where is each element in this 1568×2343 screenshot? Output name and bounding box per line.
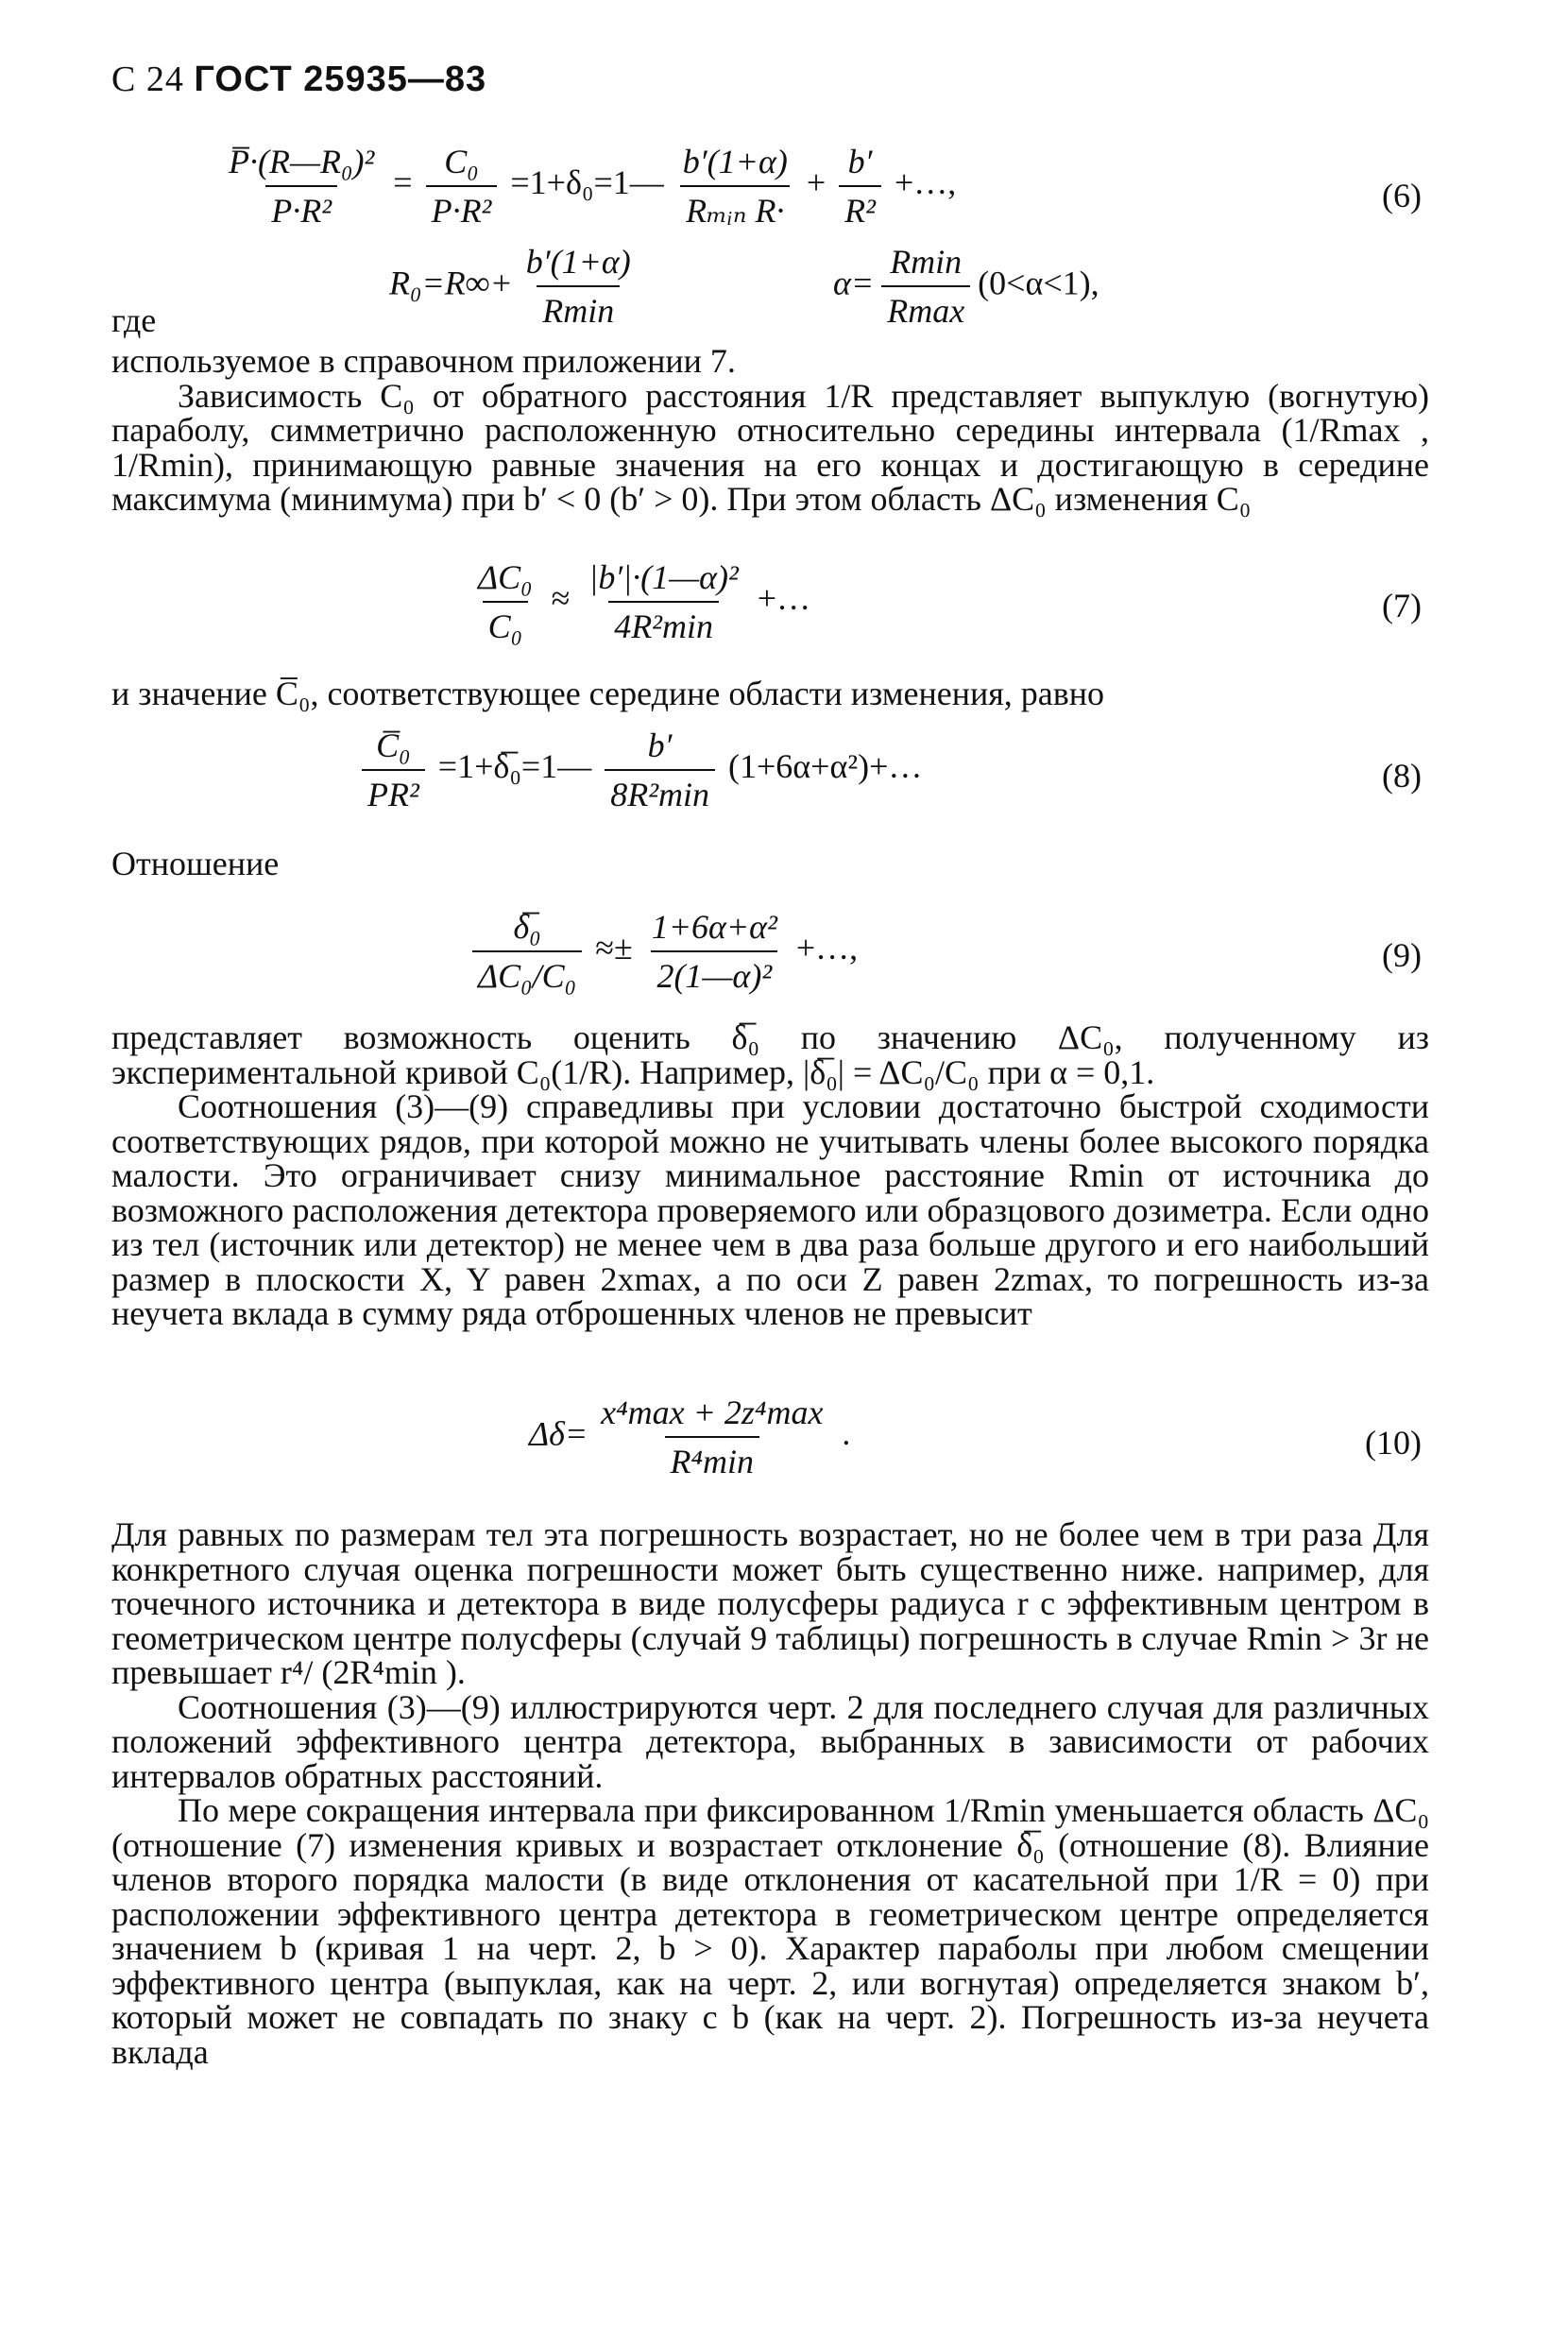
paragraph: Отношение <box>111 845 280 882</box>
paragraph: представляет возможность оценить δ̅₀ по значению ΔC₀, полученному из экспериментальной кривой C₀(1/R). Например, |δ̅₀| = ΔC₀/C₀ при α = 0,1. <box>111 1018 1429 1091</box>
eq6-term2: $\frac{b'}{\text{R²}}$ <box>839 142 881 231</box>
standard-id: ГОСТ 25935—83 <box>194 60 487 99</box>
paragraph: По мере сокращения интервала при фиксированном 1/Rmin уменьшается область ΔC₀ (отношение (7) изменения кривых и возрастает отклонение δ̅₀ (отношение (8). Влияние членов второго порядка малости (в виде отклонения от касательной при 1/R = 0) при расположении эффективного центра детектора в геометрическом центре определяется значением b (кривая 1 на черт. 2, b > 0). Характер параболы при любом смещении эффективного центра (выпуклая, как на черт. 2, или вогнутая) определяется знаком b′, который может не совпадать по знаку с b (как на черт. 2). Погрешность из-за неучета вклада <box>111 1791 1429 2071</box>
equation-10-number: (10) <box>1365 1424 1422 1462</box>
text-block-3 <box>111 847 1429 881</box>
equation-7: $\frac{\text{ΔC₀}}{\text{C₀}}$ ≈ $\frac{\text{|b′|·(1—α)²}}{\text{4R²min}}$ +… <box>478 558 811 645</box>
paragraph: Зависимость C₀ от обратного расстояния 1/R представляет выпуклую (вогнутую) параболу, симметрично расположенную относительно середины интервала (1/Rmax , 1/Rmin), принимающую равные значения на его концах и достигающую в середине максимума (минимума) при b′ < 0 (b′ > 0). При этом область ΔC₀ изменения C₀ <box>111 376 1429 518</box>
equation-6: $\frac{\text{P̅·(R—R₀)²}}{\text{P·R²}}$ = $\frac{\text{C₀}}{\text{P·R²}}$ =1+δ₀=1— $\frac{b'(1+\alpha)}{\text{Rₘᵢₙ R·}}$ + $\frac{b'}{\text{R²}}$ +…, <box>215 142 962 231</box>
text-block-2 <box>111 676 1429 711</box>
paragraph: и значение C̅₀, соответствующее середине области изменения, равно <box>111 675 1105 712</box>
eq6-lhs: $\frac{\text{P̅·(R—R₀)²}}{\text{P·R²}}$ <box>229 143 375 230</box>
eq6-c-frac: $\frac{\text{C₀}}{\text{P·R²}}$ <box>426 142 498 231</box>
where-r0: R₀=R∞+ $\frac{b'(1+\alpha)}{Rmin}$ <box>389 243 631 330</box>
equation-8: $\frac{\text{C̅₀}}{\text{PR²}}$ =1+δ̅₀=1— $\frac{b'}{\text{8R²min}}$ (1+6α+α²)+… <box>354 726 928 814</box>
where-word: где <box>111 301 157 339</box>
paragraph: Соотношения (3)—(9) справедливы при условии достаточно быстрой сходимости соответствующих рядов, при которой можно не учитывать члены более высокого порядка малости. Это ограничивает снизу минимальное расстояние Rmin от источника до возможного расположения детектора проверяемого или образцового дозиметра. Если одно из тел (источник или детектор) не менее чем в два раза больше другого и его наибольший размер в плоскости X, Y равен 2xmax, а по оси Z равен 2zmax, то погрешность из-за неучета вклада в сумму ряда отброшенных членов не превысит <box>111 1087 1429 1332</box>
paragraph: Для равных по размерам тел эта погрешность возрастает, но не более чем в три раза Для конкретного случая оценка погрешности может быть существенно ниже. например, для точечного источника и детектора в виде полусферы радиуса r с эффективным центром в геометрическом центре полусферы (случай 9 таблицы) погрешность в случае Rmin > 3r не превышает r⁴/ (2R⁴min ). <box>111 1515 1429 1691</box>
equation-9-number: (9) <box>1382 936 1422 974</box>
paragraph: Соотношения (3)—(9) иллюстрируются черт. 2 для последнего случая для различных положений эффективного центра детектора, выбранных в зависимости от рабочих интервалов обратных расстояний. <box>111 1687 1429 1795</box>
page-header <box>111 59 486 100</box>
page-number: С 24 <box>111 60 184 99</box>
where-alpha: α= $\frac{Rmin}{Rmax}$ (0<α<1), <box>833 243 1099 330</box>
equation-6-number: (6) <box>1382 177 1422 214</box>
text-block-1 <box>111 344 1429 517</box>
eq6-term1: $\frac{b'(1+\alpha)}{\text{Rₘᵢₙ R·}}$ <box>677 142 793 231</box>
text-block-5 <box>111 1517 1429 2069</box>
text-block-4 <box>111 1020 1429 1331</box>
paragraph: используемое в справочном приложении 7. <box>111 342 736 380</box>
equation-8-number: (8) <box>1382 757 1422 795</box>
equation-7-number: (7) <box>1382 587 1422 624</box>
equation-10: Δδ= $\frac{\text{x⁴max + 2z⁴max}}{\text{R⁴min}}$ . <box>529 1394 851 1480</box>
equation-9: $\frac{\text{δ̅₀}}{\text{ΔC₀/C₀}}$ ≈± $\frac{\text{1+6α+α²}}{\text{2(1—α)²}}$ +…, <box>465 907 863 996</box>
